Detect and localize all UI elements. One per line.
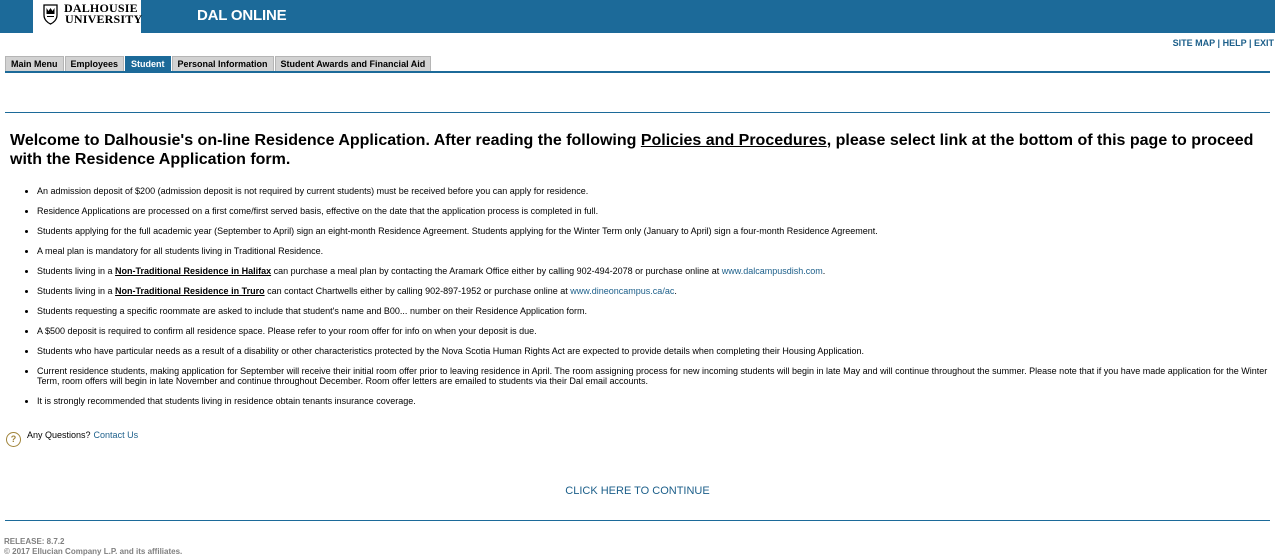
release-version: RELEASE: 8.7.2 (4, 537, 65, 546)
tab-student[interactable]: Student (125, 56, 171, 71)
list-item: • An admission deposit of $200 (admission deposit is not required by current students) must be received before you can apply for residence. (37, 186, 1270, 196)
list-item: • Students applying for the full academic year (September to April) sign an eight-month Residence Agreement. Students applying for the Winter Term only (January to April) sign a four-month Residence Agreement. (37, 226, 1270, 236)
list-item: • Current residence students, making application for September will receive their initial room offer prior to leaving residence in April. The room assigning process for new incoming students will begin in late May and will continue throughout the summer. Please note that if you have made application for the Winter Term, room offers will begin in late November and continue throughout December. Room offer letters are emailed to students via their Dal email accounts. (37, 366, 1270, 386)
app-title: DAL ONLINE (197, 7, 287, 24)
list-item: • Students who have particular needs as a result of a disability or other characteristics protected by the Nova Scotia Human Rights Act are expected to provide details when completing their Housing Application. (37, 346, 1270, 356)
list-item (37, 266, 1270, 276)
site-map-link[interactable]: SITE MAP (1172, 38, 1216, 48)
tab-personal-information[interactable]: Personal Information (172, 56, 274, 71)
contact-us-link[interactable]: Contact Us (93, 430, 139, 440)
logo-line-1: DALHOUSIE (64, 1, 138, 15)
divider (5, 112, 1270, 113)
list-item: • A meal plan is mandatory for all students living in Traditional Residence. (37, 246, 1270, 256)
welcome-text-after: , please select link at the bottom of this page to proceed with the Residence Application form. (10, 132, 1254, 168)
top-banner (0, 0, 1275, 33)
continue-row (0, 485, 1275, 497)
questions-label: Any Questions? (27, 430, 91, 440)
list-item: • Residence Applications are processed on a first come/first served basis, effective on the date that the application process is completed in full. (37, 206, 1270, 216)
list-item: • A $500 deposit is required to confirm all residence space. Please refer to your room offer for info on when your deposit is due. (37, 326, 1270, 336)
policies-link[interactable]: Policies and Procedures (640, 132, 827, 149)
logo-text (64, 3, 142, 25)
continue-link[interactable]: CLICK HERE TO CONTINUE (565, 485, 710, 497)
utility-links (1173, 38, 1274, 48)
footer-divider (5, 520, 1270, 521)
crest-icon (43, 4, 58, 25)
welcome-text-before: Welcome to Dalhousie's on-line Residence Application. After reading the following (10, 132, 641, 149)
item-text: can contact Chartwells either by calling 902-897-1952 or purchase online at (264, 286, 571, 296)
item-text: . (674, 286, 677, 296)
item-text: can purchase a meal plan by contacting the Aramark Office either by calling 902-494-2078 or purchase online at (271, 266, 722, 276)
list-item (37, 286, 1270, 296)
copyright: © 2017 Ellucian Company L.P. and its affiliates. (4, 547, 183, 556)
tab-main-menu[interactable]: Main Menu (5, 56, 64, 71)
logo-line-2: UNIVERSITY (65, 12, 143, 26)
list-item: • Students requesting a specific roommate are asked to include that student's name and B00... number on their Residence Application form. (37, 306, 1270, 316)
help-link[interactable]: HELP (1222, 38, 1247, 48)
list-item: • It is strongly recommended that students living in residence obtain tenants insurance coverage. (37, 396, 1270, 406)
truro-residence-link[interactable]: Non-Traditional Residence in Truro (115, 286, 265, 296)
tab-employees[interactable]: Employees (65, 56, 125, 71)
questions-row (6, 430, 138, 447)
dalhousie-logo[interactable] (33, 0, 141, 33)
halifax-residence-link[interactable]: Non-Traditional Residence in Halifax (115, 266, 272, 276)
release-info (4, 537, 182, 557)
item-text: Students living in a (37, 286, 116, 296)
dineoncampus-link[interactable]: www.dineoncampus.ca/ac (570, 286, 675, 296)
dalcampusdish-link[interactable]: www.dalcampusdish.com (721, 266, 823, 276)
link-separator: | (1248, 38, 1252, 48)
exit-link[interactable]: EXIT (1253, 38, 1274, 48)
tab-student-awards[interactable]: Student Awards and Financial Aid (275, 56, 432, 71)
tab-bar (5, 56, 432, 71)
question-icon: ? (6, 432, 21, 447)
item-text: Students living in a (37, 266, 116, 276)
tab-underline (5, 71, 1270, 73)
page-title (10, 131, 1270, 169)
policy-list (0, 186, 1270, 416)
item-text: . (822, 266, 826, 276)
link-separator: | (1217, 38, 1221, 48)
